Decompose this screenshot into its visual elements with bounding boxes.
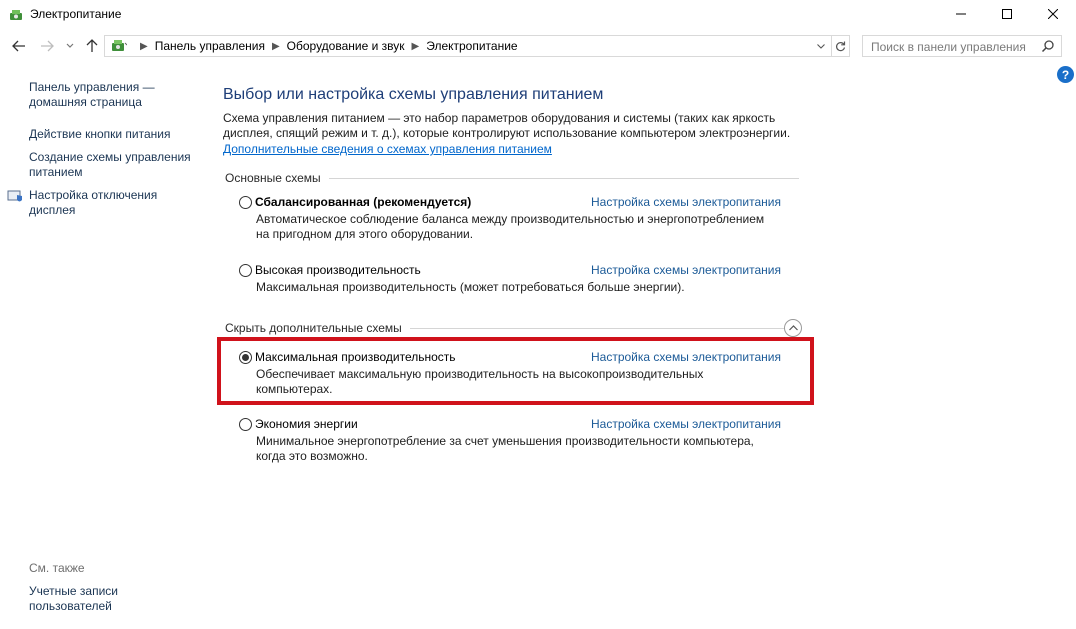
back-button[interactable] — [8, 36, 30, 56]
refresh-icon — [835, 41, 846, 52]
title-bar — [0, 0, 1076, 30]
minimize-button[interactable] — [938, 0, 984, 28]
arrow-up-icon — [86, 39, 98, 53]
see-also-label: См. также — [29, 561, 85, 575]
plan-power-saver-radio[interactable] — [239, 418, 252, 431]
plan-high-performance-description: Максимальная производительность (может потребоваться больше энергии). — [256, 280, 685, 294]
plan-power-saver-name[interactable]: Экономия энергии — [255, 417, 358, 431]
help-icon[interactable]: ? — [1057, 66, 1074, 83]
breadcrumb-separator-icon[interactable]: ▶ — [271, 40, 280, 52]
search-input[interactable] — [862, 35, 1062, 57]
plan-high-performance-name[interactable]: Высокая производительность — [255, 263, 421, 277]
plan-balanced-description: Автоматическое соблюдение баланса между производительностью и энергопотреблением на пригодном для этого оборудовании. — [256, 212, 765, 241]
navigation-bar — [0, 32, 1076, 60]
page-description: Схема управления питанием — это набор параметров оборудования и системы (таких как яркость дисплея, спящий режим и т. д.), которые контролируют использование компьютером электроэнергии. — [223, 111, 791, 140]
plan-power-saver-description: Минимальное энергопотребление за счет уменьшения производительности компьютера, когда это возможно. — [256, 434, 754, 463]
search-icon[interactable] — [1041, 39, 1055, 53]
plan-high-performance-settings-link[interactable]: Настройка схемы электропитания — [591, 263, 781, 277]
arrow-right-icon — [40, 40, 54, 52]
plan-balanced-name[interactable]: Сбалансированная (рекомендуется) — [255, 195, 472, 209]
close-icon — [1048, 9, 1058, 19]
plan-balanced-radio[interactable] — [239, 196, 252, 209]
collapse-button[interactable] — [784, 319, 802, 337]
more-info-link[interactable]: Дополнительные сведения о схемах управления питанием — [223, 142, 552, 156]
section-main-plans — [225, 171, 799, 185]
plan-power-saver-settings-link[interactable]: Настройка схемы электропитания — [591, 417, 781, 431]
plan-ultimate-performance-settings-link[interactable]: Настройка схемы электропитания — [591, 350, 781, 364]
section-hide-additional[interactable] — [225, 321, 785, 335]
address-bar[interactable] — [104, 35, 850, 57]
window-title: Электропитание — [30, 7, 122, 21]
sidebar-item-user-accounts[interactable]: Учетные записи пользователей — [29, 584, 118, 613]
sidebar-item-control-panel-home[interactable]: Панель управления — домашняя страница — [29, 80, 155, 109]
arrow-left-icon — [12, 40, 26, 52]
display-shield-icon — [7, 188, 23, 204]
chevron-down-icon — [817, 44, 825, 49]
control-panel-icon — [109, 38, 127, 54]
forward-button[interactable] — [36, 36, 58, 56]
chevron-up-icon — [789, 325, 798, 331]
section-divider — [410, 328, 785, 329]
highlight-frame — [217, 337, 814, 405]
search-placeholder: Поиск в панели управления — [871, 40, 1026, 54]
plan-ultimate-performance-description: Обеспечивает максимальную производительность на высокопроизводительных компьютерах. — [256, 367, 704, 396]
section-divider — [329, 178, 799, 179]
breadcrumb — [133, 39, 518, 53]
breadcrumb-separator-icon: ▶ — [140, 40, 148, 52]
sidebar-item-power-button-action[interactable]: Действие кнопки питания — [29, 127, 171, 141]
plan-balanced-settings-link[interactable]: Настройка схемы электропитания — [591, 195, 781, 209]
maximize-icon — [1002, 9, 1012, 19]
up-button[interactable] — [82, 36, 102, 56]
refresh-button[interactable] — [831, 36, 849, 56]
minimize-icon — [956, 9, 966, 19]
section-hide-additional-label[interactable]: Скрыть дополнительные схемы — [225, 321, 402, 335]
breadcrumb-power-options[interactable]: Электропитание — [426, 39, 518, 53]
recent-locations-button[interactable] — [62, 36, 78, 56]
power-options-icon — [8, 7, 24, 23]
breadcrumb-control-panel[interactable]: Панель управления — [154, 39, 265, 53]
maximize-button[interactable] — [984, 0, 1030, 28]
page-title: Выбор или настройка схемы управления питанием — [223, 86, 604, 103]
sidebar-item-display-off[interactable]: Настройка отключения дисплея — [29, 188, 158, 217]
breadcrumb-hardware-sound[interactable]: Оборудование и звук — [286, 39, 405, 53]
close-button[interactable] — [1030, 0, 1076, 28]
sidebar-item-create-power-plan[interactable]: Создание схемы управления питанием — [29, 150, 191, 179]
breadcrumb-separator-icon[interactable]: ▶ — [411, 40, 420, 52]
section-main-plans-label: Основные схемы — [225, 171, 321, 185]
plan-high-performance-radio[interactable] — [239, 264, 252, 277]
plan-ultimate-performance-name[interactable]: Максимальная производительность — [255, 350, 456, 364]
chevron-down-icon — [66, 43, 74, 49]
address-dropdown-button[interactable] — [811, 36, 831, 56]
